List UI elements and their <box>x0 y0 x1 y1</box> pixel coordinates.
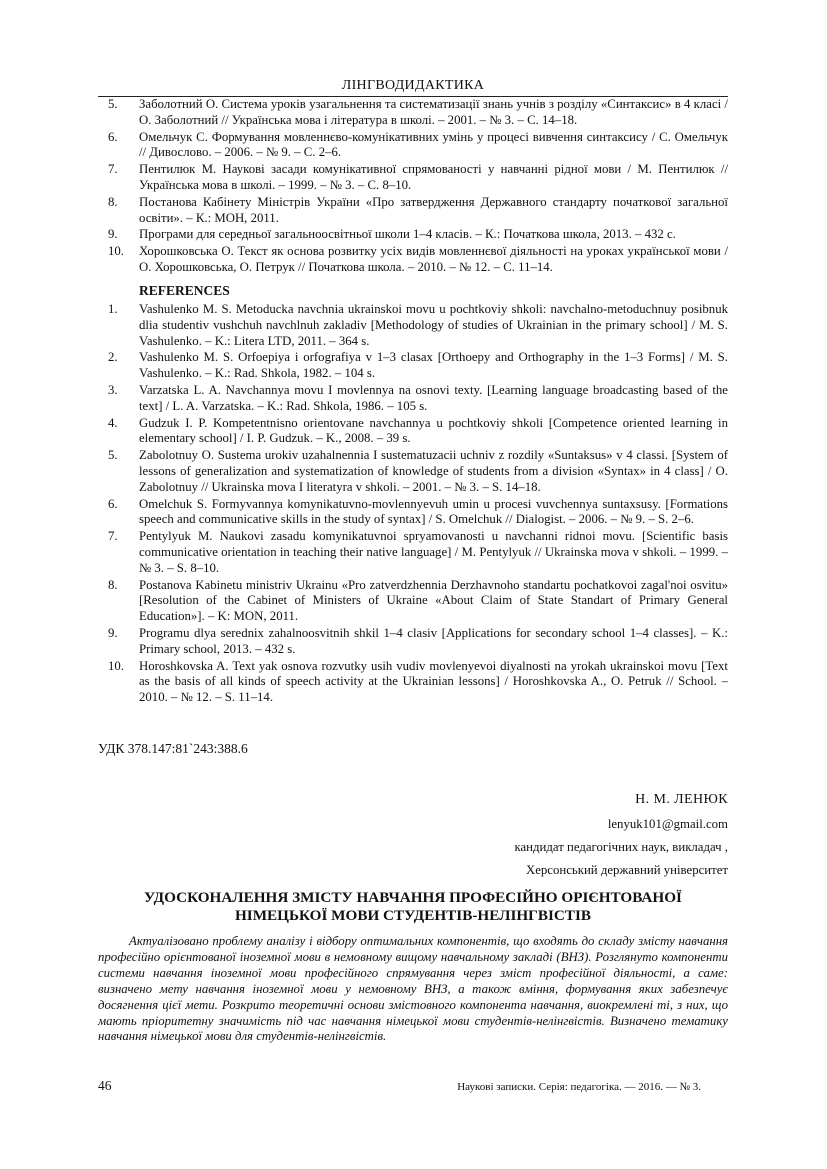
author-name: Н. М. ЛЕНЮК <box>635 792 728 807</box>
article-title <box>98 889 728 925</box>
literature-item <box>108 130 728 162</box>
item-number: 7. <box>108 162 118 177</box>
item-number: 4. <box>108 415 118 430</box>
reference-item <box>108 383 728 415</box>
article-abstract: Актуалізовано проблему аналізу і відбору оптимальних компонентів, що входять до складу змісту навчання професійно орієнтованої іноземної мови в немовному вищому навчальному закладі (ВНЗ). Розглянуто компоненти системи навчання іноземної мови професійного спрямування через зміст професійної діяльності, а саме: визначено мету навчання іноземної мови у немовному ВНЗ, а також вміння, формування яких забезпечує досягнення цієї мети. Розкрито теоретичні основи змістовного компонента навчання, виокремлені ті, з них, що мають пріоритетну значимість під час навчання німецької мови студентів-нелінгвістів. Визначено тематику навчання німецької мови для студентів-нелінгвістів. <box>98 934 728 1044</box>
reference-item <box>108 350 728 382</box>
item-text: Хорошковська О. Текст як основа розвитку усіх видів мовленнєвої діяльності на уроках української мови / О. Хорошковська, О. Петрук // Початкова школа. – 2010. – № 12. – С. 11–14. <box>139 244 728 274</box>
references-heading: REFERENCES <box>139 283 230 298</box>
item-text: Постанова Кабінету Міністрів України «Про затвердження Державного стандарту початкової загальної освіти». – К.: МОН, 2011. <box>139 194 728 225</box>
item-text: Zabolotnuy O. Sustema urokiv uzahalnennia I sustematuzacii uchniv z rozdily «Suntaksus» v 4 classi. [System of lessons of generalization and systematization of knowledge of students from a division «Syntax» in 4 class] / O. Zabolotnuy // Ukrainska mova I literatyra v shkoli. – 2001. – № 3. – S. 14–18. <box>139 448 728 494</box>
item-number: 9. <box>108 625 118 640</box>
item-number: 10. <box>108 244 124 259</box>
reference-item <box>108 626 728 658</box>
item-text: Varzatska L. A. Navchannya movu I movlennya na osnovi texty. [Learning language broadcasting based of the text] / L. A. Varzatska. – K.: Rad. Shkola, 1986. – 105 s. <box>139 382 728 413</box>
author-affiliation: Херсонський державний університет <box>525 863 728 877</box>
item-text: Horoshkovska A. Text yak osnova rozvutky usih vudiv movlenyevoi diyalnosti na yrokah ukrainskoi movu [Text as the basis of all kinds of speech activity at the Ukrainian lessons] / Horoshkovska A., O. Petruk // School. – 2010. – № 12. – S. 11–14. <box>139 658 728 705</box>
item-number: 10. <box>108 658 124 673</box>
reference-item <box>108 497 728 529</box>
reference-item <box>108 416 728 448</box>
item-number: 5. <box>108 448 118 463</box>
literature-item <box>108 227 728 243</box>
item-number: 7. <box>108 529 118 544</box>
item-text: Пентилюк М. Наукові засади комунікативної спрямованості у навчанні рідної мови / М. Пентилюк // Українська мова в школі. – 1999. – № 3. – С. 8–10. <box>139 162 728 192</box>
item-text: Vashulenko M. S. Orfoepiya i orfografiya v 1–3 clasax [Orthoepy and Orthography in the 1–3 Forms] / M. S. Vashulenko. – K.: Rad. Shkola, 1982. – 104 s. <box>139 350 728 381</box>
reference-item <box>108 578 728 625</box>
literature-item <box>108 97 728 129</box>
udk-code: УДК 378.147:81`243:388.6 <box>98 741 248 756</box>
literature-item <box>108 195 728 227</box>
item-number: 1. <box>108 302 118 316</box>
item-text: Gudzuk I. P. Kompetentnisno orientovane navchannya u pochtkoviy shkoli [Competence oriented learning in elementary school] / I. P. Gudzuk. – K., 2008. – 39 s. <box>139 415 728 446</box>
reference-item <box>108 529 728 576</box>
author-degree: кандидат педагогічних наук, викладач , <box>514 840 728 854</box>
journal-footer: Наукові записки. Серія: педагогіка. — 2016. — № 3. <box>457 1081 701 1093</box>
reference-item <box>108 659 728 706</box>
references-list <box>108 302 728 707</box>
literature-item <box>108 244 728 276</box>
item-text: Omelchuk S. Formyvannya komynikatuvno-movlennyevuh umin u procesi vuvchennya suntaxsusy. [Formations speech and communicative skills in the study of syntax] / S. Omelchuk // Dialogist. – 2006. – № 9. – S. 2–6. <box>139 496 728 527</box>
item-text: Заболотний О. Система уроків узагальнення та систематизації знань учнів з розділу «Синтаксис» в 4 класі / О. Заболотний // Українська мова і література в школі. – 2001. – № 3. – С. 14–18. <box>139 97 728 127</box>
item-text: Омельчук С. Формування мовленнєво-комунікативних умінь у процесі вивчення синтаксису / С. Омельчук // Дивослово. – 2006. – № 9. – С. 2–6. <box>139 129 728 160</box>
item-number: 6. <box>108 496 118 511</box>
item-number: 8. <box>108 577 118 592</box>
item-number: 9. <box>108 227 118 242</box>
literature-list <box>108 97 728 277</box>
item-text: Programu dlya serednix zahalnoosvitnih shkil 1–4 clasiv [Applications for secondary school 1–4 classes]. – K.: Primary school, 2013. – 432 s. <box>139 625 728 656</box>
article-title-line: УДОСКОНАЛЕННЯ ЗМІСТУ НАВЧАННЯ ПРОФЕСІЙНО ОРІЄНТОВАНОЇ <box>144 889 682 906</box>
item-number: 8. <box>108 194 118 209</box>
page-number: 46 <box>98 1078 112 1093</box>
item-number: 5. <box>108 97 118 111</box>
item-text: Pentylyuk M. Naukovi zasadu komynikatuvnoi spryamovanosti u navchanni ridnoi movu. [Scientific basis communicative orientation in teaching their native language] / M. Pentylyuk // Ukrainska mova v shkoli. – 1999. – № 3. – S. 8–10. <box>139 529 728 575</box>
running-header: ЛІНГВОДИДАКТИКА <box>98 78 728 97</box>
reference-item <box>108 302 728 349</box>
item-text: Postanova Kabinetu ministriv Ukrainu «Pro zatverdzhennia Derzhavnoho standartu pochatkovoi zagal'noi osvitu» [Resolution of the Cabinet of Ministers of Ukraine «About Claim of State Standart of Primary General Education»]. – K: MON, 2011. <box>139 577 728 624</box>
item-number: 3. <box>108 382 118 397</box>
item-number: 2. <box>108 350 118 365</box>
item-number: 6. <box>108 129 118 144</box>
literature-item <box>108 162 728 194</box>
author-email: lenyuk101@gmail.com <box>607 817 728 831</box>
item-text: Програми для середньої загальноосвітньої школи 1–4 класів. – К.: Початкова школа, 2013. – 432 с. <box>139 227 676 242</box>
reference-item <box>108 448 728 495</box>
item-text: Vashulenko M. S. Metoducka navchnia ukrainskoi movu u pochtkoviy shkoli: navchalno-metoduchnuy posibnuk dlia studentiv vushchuh navchlnuh zakladiv [Methodology of studies of Ukrainian in the primary school] / M. S. Vashulenko. – K.: Litera LTD, 2011. – 364 s. <box>139 302 728 348</box>
article-title-line: НІМЕЦЬКОЇ МОВИ СТУДЕНТІВ-НЕЛІНГВІСТІВ <box>234 907 592 924</box>
